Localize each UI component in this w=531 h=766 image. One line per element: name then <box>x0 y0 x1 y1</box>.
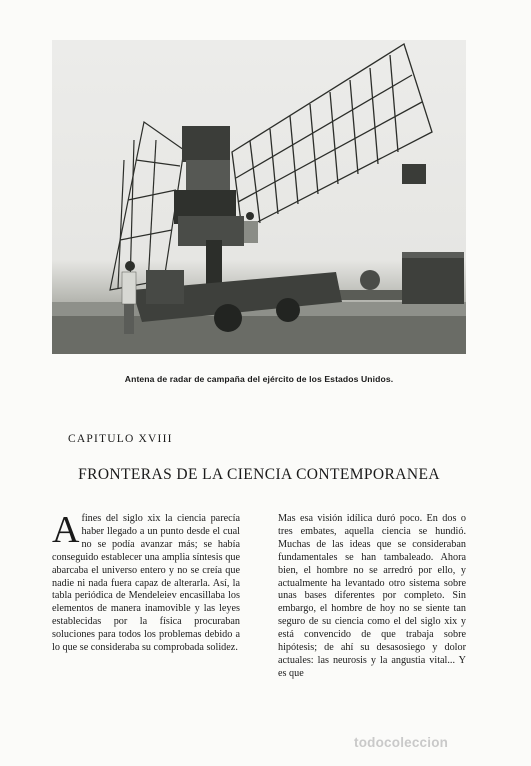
left-paragraph <box>52 509 240 655</box>
left-paragraph-text: fines del siglo xix la ciencia parecía haber llegado a un punto desde el cual no se podía avanzar más; se había conseguido establecer una amplia síntesis que abarcaba el universo entero y no se creía que nadie ni nada fuera capaz de alterarla. Así, la tabla periódica de Mendeleiev encasillaba los elementos de manera inamovible y las leyes establecidas por la física procuraban soluciones para todos los problemas debido a lo que se consideraba su comprobada solidez. <box>52 513 240 654</box>
drop-cap: A <box>52 509 80 551</box>
body-column-left <box>52 509 240 655</box>
body-column-right <box>278 513 466 681</box>
right-paragraph: Mas esa visión idílica duró poco. En dos o tres embates, aquella ciencia se hundió. Muchas de las ideas que se consideraban fundamentales se han tambaleado. Ahora bien, el hombre no se arredró por ello, y actualmente ha levantado otro sistema sobre unas bases diferentes por completo. Sin embargo, el hombre de hoy no se siente tan seguro de su ciencia como el del siglo xix y está convencido de que trabaja sobre hipótesis; de ahí su desasosiego y dolor actuales: las neurosis y la angustia vital... Y es que <box>278 513 466 679</box>
watermark-logo: todocoleccion <box>354 735 449 750</box>
chapter-label: CAPITULO XVIII <box>68 433 173 445</box>
chapter-title: FRONTERAS DE LA CIENCIA CONTEMPORANEA <box>78 466 440 483</box>
figure-caption: Antena de radar de campaña del ejército de los Estados Unidos. <box>124 374 394 384</box>
radar-antenna-photo <box>52 40 466 354</box>
radar-antenna-illustration <box>52 40 466 354</box>
